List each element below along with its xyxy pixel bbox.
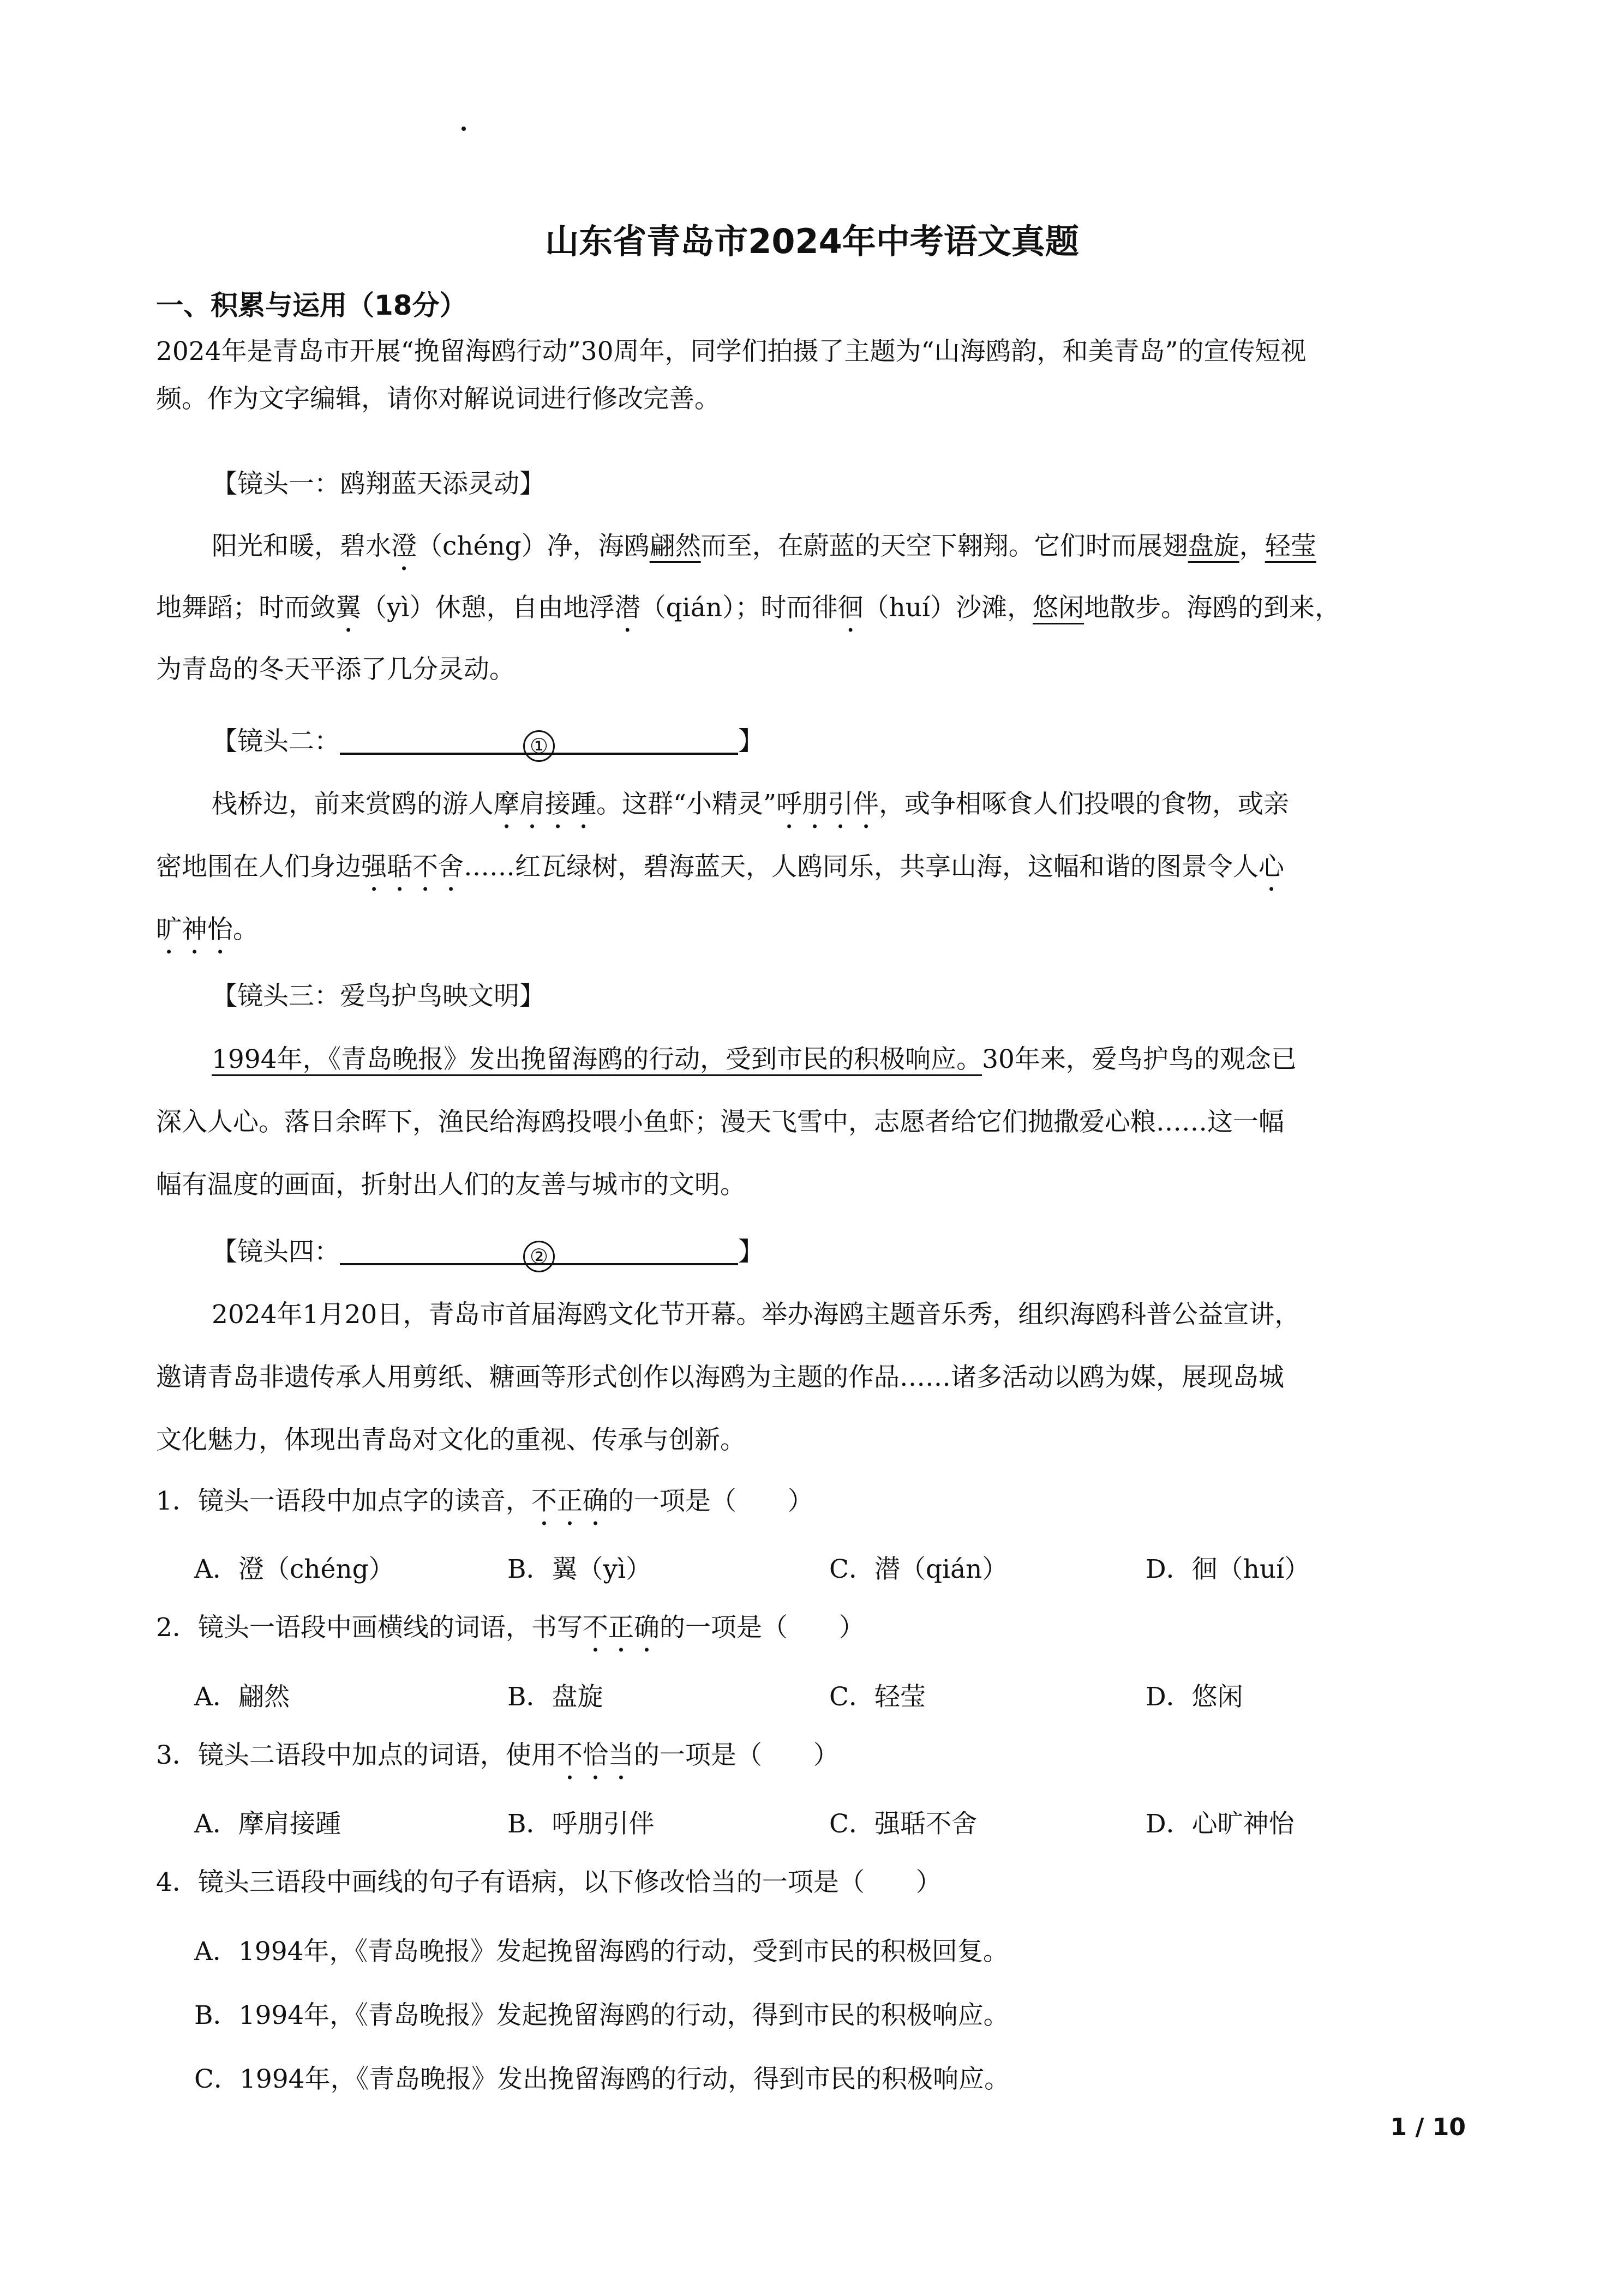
q3-option-b[interactable]: B．呼朋引伴: [507, 1809, 655, 1839]
shot1-line-2: 地舞蹈；时而敛翼（yì）休憩，自由地浮潜（qián）；时而徘徊（huí）沙滩，悠闲地散步。海鸥的到来，: [156, 593, 1341, 623]
shot1-line-1: 阳光和暖，碧水澄（chéng）净，海鸥翩然而至，在蔚蓝的天空下翱翔。它们时而展翅盘旋，轻莹: [212, 531, 1316, 561]
shot1-heading: 【镜头一：鸥翔蓝天添灵动】: [212, 469, 545, 499]
q1-option-a[interactable]: A．澄（chéng）: [194, 1554, 394, 1584]
q4-option-a[interactable]: A．1994年，《青岛晚报》发起挽留海鸥的行动，受到市民的积极回复。: [194, 1937, 1009, 1967]
shot1-line-3: 为青岛的冬天平添了几分灵动。: [156, 654, 515, 684]
page-title: 山东省青岛市2024年中考语文真题: [545, 221, 1079, 261]
q2-option-b[interactable]: B．盘旋: [507, 1682, 603, 1712]
q2-option-c[interactable]: C．轻莹: [829, 1682, 926, 1712]
shot3-line-2: 深入人心。落日余晖下，渔民给海鸥投喂小鱼虾；漫天飞雪中，志愿者给它们抛撒爱心粮……这一幅: [156, 1107, 1284, 1137]
q1-option-d[interactable]: D．徊（huí）: [1146, 1554, 1310, 1584]
section-heading: 一、积累与运用（18分）: [156, 290, 467, 321]
q1-option-b[interactable]: B．翼（yì）: [507, 1554, 652, 1584]
shot4-line-2: 邀请青岛非遗传承人用剪纸、糖画等形式创作以海鸥为主题的作品……诸多活动以鸥为媒，展现岛城: [156, 1362, 1284, 1392]
question-4: 4．镜头三语段中画线的句子有语病，以下修改恰当的一项是（ ）: [156, 1867, 942, 1897]
q3-option-a[interactable]: A．摩肩接踵: [194, 1809, 341, 1839]
shot3-line-3: 幅有温度的画面，折射出人们的友善与城市的文明。: [156, 1170, 746, 1200]
shot2-heading: 【镜头二： ① 】: [212, 720, 1532, 764]
shot4-heading: 【镜头四： ② 】: [212, 1230, 1532, 1274]
page-number: 1 / 10: [1390, 2113, 1466, 2141]
blank-1[interactable]: ①: [340, 720, 738, 755]
question-2: 2．镜头一语段中画横线的词语，书写不正确的一项是（ ）: [156, 1613, 865, 1643]
shot3-heading: 【镜头三：爱鸟护鸟映文明】: [212, 981, 545, 1011]
dot-mark: [462, 127, 466, 131]
q3-option-c[interactable]: C．强聒不舍: [829, 1809, 977, 1839]
question-3: 3．镜头二语段中加点的词语，使用不恰当的一项是（ ）: [156, 1740, 839, 1770]
q2-option-d[interactable]: D．悠闲: [1146, 1682, 1243, 1712]
q4-option-c[interactable]: C．1994年，《青岛晚报》发出挽留海鸥的行动，得到市民的积极响应。: [194, 2064, 1010, 2094]
shot3-line-1: 1994年，《青岛晚报》发出挽留海鸥的行动，受到市民的积极响应。30年来，爱鸟护鸟的观念已: [212, 1044, 1297, 1074]
intro-line-2: 频。作为文字编辑，请你对解说词进行修改完善。: [156, 384, 720, 414]
shot2-line-3: 旷神怡。: [156, 915, 259, 945]
q1-option-c[interactable]: C．潜（qián）: [829, 1554, 1008, 1584]
shot2-line-1: 栈桥边，前来赏鸥的游人摩肩接踵。这群“小精灵”呼朋引伴，或争相啄食人们投喂的食物，或亲: [212, 789, 1290, 819]
shot4-line-1: 2024年1月20日，青岛市首届海鸥文化节开幕。举办海鸥主题音乐秀，组织海鸥科普公益宣讲，: [212, 1300, 1301, 1330]
q4-option-b[interactable]: B．1994年，《青岛晚报》发起挽留海鸥的行动，得到市民的积极响应。: [194, 2000, 1009, 2030]
intro-line-1: 2024年是青岛市开展“挽留海鸥行动”30周年，同学们拍摄了主题为“山海鸥韵，和美青岛”的宣传短视: [156, 336, 1307, 366]
blank-2[interactable]: ②: [340, 1230, 738, 1265]
q2-option-a[interactable]: A．翩然: [194, 1682, 290, 1712]
question-1: 1．镜头一语段中加点字的读音，不正确的一项是（ ）: [156, 1486, 813, 1516]
q3-option-d[interactable]: D．心旷神怡: [1146, 1809, 1295, 1839]
shot4-line-3: 文化魅力，体现出青岛对文化的重视、传承与创新。: [156, 1425, 746, 1455]
shot2-line-2: 密地围在人们身边强聒不舍……红瓦绿树，碧海蓝天，人鸥同乐，共享山海，这幅和谐的图景令人心: [156, 852, 1284, 882]
